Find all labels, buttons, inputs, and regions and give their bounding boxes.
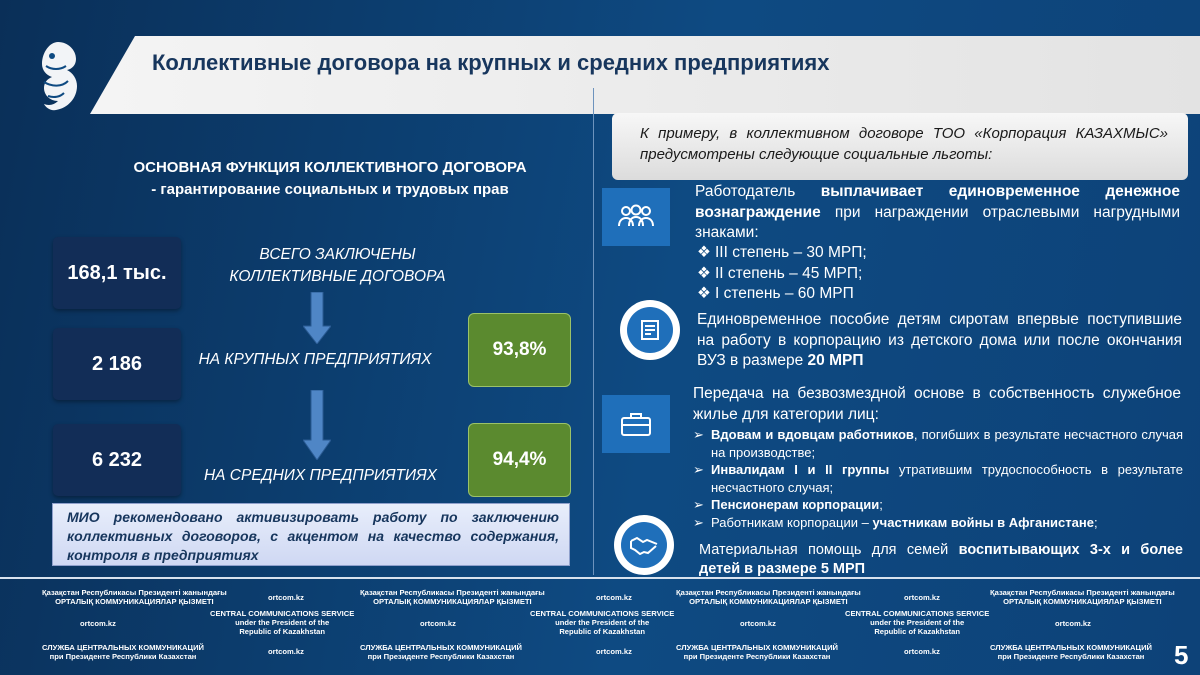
footer-ru-block: СЛУЖБА ЦЕНТРАЛЬНЫХ КОММУНИКАЦИЙ при Президенте Республики Казахстан: [42, 643, 205, 661]
footer-watermark: [0, 577, 1200, 675]
main-function-heading: [60, 157, 600, 201]
footer-site: ortcom.kz: [904, 647, 940, 656]
benefit-housing-intro: Передача на безвозмездной основе в собственность служебное жилье для категории лиц:: [693, 385, 1181, 423]
list-item-text: III степень – 30 МРП;: [715, 244, 867, 261]
footer-site: ortcom.kz: [268, 593, 304, 602]
benefit-families-pre: Материальная помощь для семей: [699, 542, 959, 558]
medium-enterprises-label: НА СРЕДНИХ ПРЕДПРИЯТИЯХ: [203, 467, 438, 484]
document-icon: [620, 300, 680, 360]
benefit-orphans-text: Единовременное пособие детям сиротам впервые поступившие на работу в корпорацию из детского дома или после окончания ВУЗ в размере: [697, 311, 1182, 369]
total-label-line-2: КОЛЛЕКТИВНЫЕ ДОГОВОРА: [229, 268, 446, 285]
people-group-icon: [602, 188, 670, 246]
recommendation-note: МИО рекомендовано активизировать работу по заключению коллективных договоров, с акцентом на качество содержания, контроля в предприятиях: [52, 503, 570, 566]
list-item: [697, 284, 997, 305]
benefit-award-post: при награждении отраслевыми нагрудными знаками:: [695, 203, 1180, 241]
footer-kz-block: Қазақстан Республикасы Президенті жанындағы ОРТАЛЫҚ КОММУНИКАЦИЯЛАР ҚЫЗМЕТІ: [676, 588, 861, 606]
footer-kz-block: Қазақстан Республикасы Президенті жанындағы ОРТАЛЫҚ КОММУНИКАЦИЯЛАР ҚЫЗМЕТІ: [360, 588, 545, 606]
footer-kz-block: Қазақстан Республикасы Президенті жанындағы ОРТАЛЫҚ КОММУНИКАЦИЯЛАР ҚЫЗМЕТІ: [990, 588, 1175, 606]
footer-ru-block: СЛУЖБА ЦЕНТРАЛЬНЫХ КОММУНИКАЦИЙ при Президенте Республики Казахстан: [360, 643, 523, 661]
footer-site: ortcom.kz: [420, 619, 456, 628]
benefit-large-families: [699, 541, 1183, 579]
benefit-award: [695, 182, 1180, 244]
large-enterprises-label: НА КРУПНЫХ ПРЕДПРИЯТИЯХ: [198, 351, 432, 368]
example-callout: К примеру, в коллективном договоре ТОО «Корпорация КАЗАХМЫС» предусмотрены следующие социальные льготы:: [612, 113, 1188, 180]
arrow-bullet-icon: ➢: [693, 514, 704, 530]
footer-site: ortcom.kz: [1055, 619, 1091, 628]
total-contracts-label: [205, 244, 470, 288]
main-function-line-1: ОСНОВНАЯ ФУНКЦИЯ КОЛЛЕКТИВНОГО ДОГОВОРА: [133, 159, 527, 176]
benefit-families-bold: воспитывающих 3-х и более детей в размере 5 МРП: [699, 542, 1183, 577]
handshake-icon: [614, 515, 674, 575]
list-item-text: Вдовам и вдовцам работников, погибших в результате несчастного случая на производстве;: [711, 427, 1183, 460]
footer-en-block: CENTRAL COMMUNICATIONS SERVICE under the President of the Republic of Kazakhstan: [210, 609, 355, 636]
list-item: [693, 514, 1183, 532]
footer-kz-block: Қазақстан Республикасы Президенті жанындағы ОРТАЛЫҚ КОММУНИКАЦИЯЛАР ҚЫЗМЕТІ: [42, 588, 227, 606]
list-item: [693, 461, 1183, 496]
footer-site: ortcom.kz: [268, 647, 304, 656]
footer-ru-block: СЛУЖБА ЦЕНТРАЛЬНЫХ КОММУНИКАЦИЙ при Президенте Республики Казахстан: [990, 643, 1153, 661]
footer-site: ortcom.kz: [740, 619, 776, 628]
list-item: [693, 426, 1183, 461]
footer-site: ortcom.kz: [904, 593, 940, 602]
benefit-orphans-bold: 20 МРП: [807, 352, 864, 369]
page-number: 5: [1174, 640, 1189, 670]
diamond-bullet-icon: ❖: [697, 244, 711, 261]
arrow-bullet-icon: ➢: [693, 497, 704, 512]
footer-site: ortcom.kz: [596, 593, 632, 602]
down-arrow-icon: [303, 390, 331, 465]
large-enterprises-value: 2 186: [53, 328, 181, 400]
briefcase-icon: [602, 395, 670, 453]
total-label-line-1: ВСЕГО ЗАКЛЮЧЕНЫ: [259, 246, 416, 263]
down-arrow-icon: [303, 292, 331, 349]
main-function-line-2: - гарантирование социальных и трудовых прав: [151, 181, 509, 198]
footer-ru-block: СЛУЖБА ЦЕНТРАЛЬНЫХ КОММУНИКАЦИЙ при Президенте Республики Казахстан: [676, 643, 839, 661]
list-item: [693, 496, 1183, 514]
arrow-bullet-icon: ➢: [693, 427, 704, 442]
footer-site: ortcom.kz: [80, 619, 116, 628]
list-item: [697, 243, 997, 264]
large-enterprises-percent: 93,8%: [468, 313, 571, 387]
page-title: Коллективные договора на крупных и средних предприятиях: [152, 50, 830, 75]
award-degree-list: [697, 243, 997, 305]
housing-categories-list: [693, 426, 1183, 531]
arrow-bullet-icon: ➢: [693, 462, 704, 477]
medium-enterprises-percent: 94,4%: [468, 423, 571, 497]
benefit-orphans: [697, 310, 1182, 372]
list-item-text: Пенсионерам корпорации;: [711, 497, 883, 512]
diamond-bullet-icon: ❖: [697, 264, 711, 282]
footer-en-block: CENTRAL COMMUNICATIONS SERVICE under the President of the Republic of Kazakhstan: [845, 609, 990, 636]
list-item: [697, 264, 997, 285]
diamond-bullet-icon: ❖: [697, 285, 711, 302]
benefit-award-pre: Работодатель: [695, 183, 821, 200]
total-contracts-value: 168,1 тыс.: [53, 237, 181, 309]
medium-enterprises-value: 6 232: [53, 424, 181, 496]
list-item-text: Работникам корпорации – участникам войны в Афганистане;: [711, 514, 1098, 530]
footer-site: ortcom.kz: [596, 647, 632, 656]
list-item-text: I степень – 60 МРП: [715, 285, 854, 302]
snow-leopard-logo-icon: [28, 36, 88, 121]
list-item-text: Инвалидам I и II группы утратившим трудоспособность в результате несчастного случая;: [711, 462, 1183, 495]
list-item-text: II степень – 45 МРП;: [715, 264, 863, 282]
footer-en-block: CENTRAL COMMUNICATIONS SERVICE under the President of the Republic of Kazakhstan: [530, 609, 675, 636]
benefit-award-bold: выплачивает единовременное денежное вознаграждение: [695, 183, 1180, 221]
